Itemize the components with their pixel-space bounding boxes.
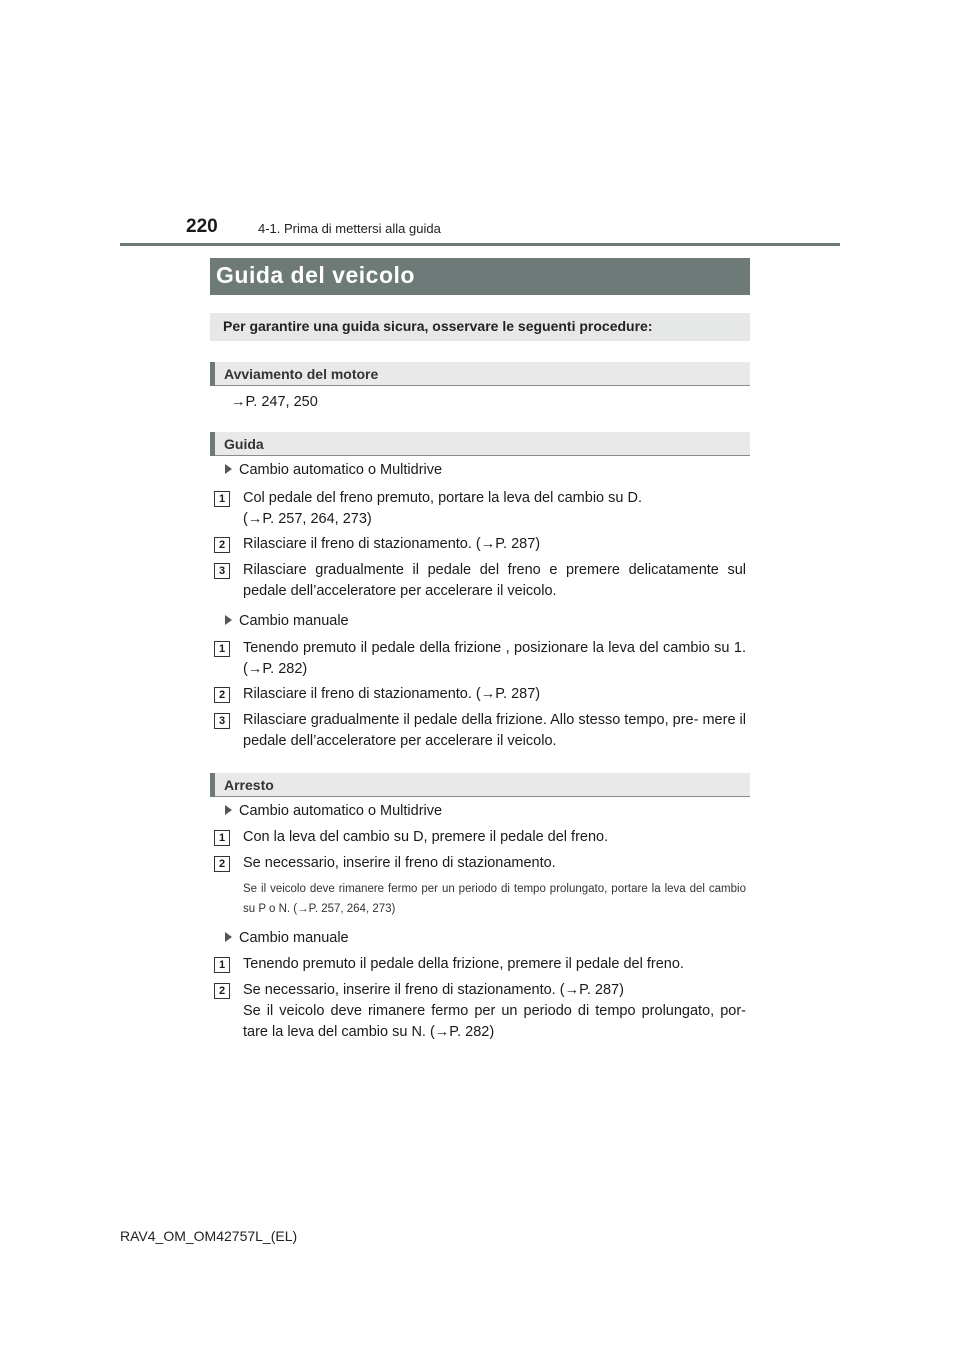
- drive-auto-label: [225, 462, 442, 478]
- step-number: 2: [214, 983, 230, 999]
- intro-box: [210, 313, 750, 341]
- step-text: Rilasciare il freno di stazionamento. (→P. 287): [243, 536, 541, 552]
- triangle-bullet-icon: [225, 932, 232, 942]
- triangle-bullet-icon: [225, 805, 232, 815]
- step-number: 1: [214, 957, 230, 973]
- page-title-bar: [210, 258, 750, 295]
- step-number: 1: [214, 491, 230, 507]
- step-text: [243, 980, 746, 1043]
- triangle-bullet-icon: [225, 464, 232, 474]
- section-heading-drive: [210, 432, 750, 456]
- step-text: Tenendo premuto il pedale della frizione, premere il pedale del freno.: [243, 956, 684, 972]
- step-number: 2: [214, 856, 230, 872]
- stop-auto-label: [225, 803, 442, 819]
- step-text-line: Se necessario, inserire il freno di stazionamento. (→P. 287): [243, 982, 624, 998]
- page-title: Guida del veicolo: [216, 262, 415, 288]
- stop-auto-note: Se il veicolo deve rimanere fermo per un periodo di tempo prolungato, portare la leva del cambio su P o N. (→P. 257, 264, 273): [243, 883, 746, 915]
- bullet-label: Cambio manuale: [239, 930, 349, 946]
- section-heading-label: Arresto: [224, 777, 274, 793]
- bullet-label: Cambio automatico o Multidrive: [239, 462, 443, 478]
- step-text: [243, 488, 746, 530]
- bullet-label: Cambio manuale: [239, 613, 349, 629]
- step-text: Rilasciare gradualmente il pedale del freno e premere delicatamente sul pedale dell’acceleratore per accelerare il veicolo.: [243, 562, 746, 599]
- step-text: Con la leva del cambio su D, premere il pedale del freno.: [243, 829, 609, 845]
- step-number: 1: [214, 830, 230, 846]
- step-text: Tenendo premuto il pedale della frizione , posizionare la leva del cambio su 1. (→P. 282): [243, 640, 746, 677]
- section-heading-label: Avviamento del motore: [224, 366, 379, 382]
- section-heading-stop: [210, 773, 750, 797]
- triangle-bullet-icon: [225, 615, 232, 625]
- intro-text: Per garantire una guida sicura, osservare le seguenti procedure:: [223, 318, 653, 334]
- document-code: RAV4_OM_OM42757L_(EL): [120, 1228, 298, 1244]
- step-text-line: Col pedale del freno premuto, portare la leva del cambio su D.: [243, 490, 642, 506]
- bullet-label: Cambio automatico o Multidrive: [239, 803, 443, 819]
- step-number: 3: [214, 563, 230, 579]
- section-heading-start: [210, 362, 750, 386]
- step-text: Rilasciare gradualmente il pedale della frizione. Allo stesso tempo, pre- mere il pedale dell’acceleratore per accelerare il veicolo.: [243, 712, 746, 749]
- page-number: 220: [186, 216, 218, 237]
- step-text-line: Se il veicolo deve rimanere fermo per un periodo di tempo prolungato, por- tare la leva del cambio su N. (→P. 282): [243, 1003, 746, 1040]
- step-number: 2: [214, 537, 230, 553]
- step-text-line: (→P. 257, 264, 273): [243, 511, 372, 527]
- stop-manual-label: [225, 930, 349, 946]
- step-text: Rilasciare il freno di stazionamento. (→P. 287): [243, 686, 541, 702]
- step-number: 2: [214, 687, 230, 703]
- section-heading-label: Guida: [224, 436, 264, 452]
- step-number: 1: [214, 641, 230, 657]
- start-reference: →P. 247, 250: [231, 394, 318, 410]
- step-number: 3: [214, 713, 230, 729]
- drive-manual-label: [225, 613, 349, 629]
- step-text: Se necessario, inserire il freno di stazionamento.: [243, 855, 556, 871]
- header-divider: [120, 243, 840, 246]
- running-head: 4-1. Prima di mettersi alla guida: [258, 221, 441, 236]
